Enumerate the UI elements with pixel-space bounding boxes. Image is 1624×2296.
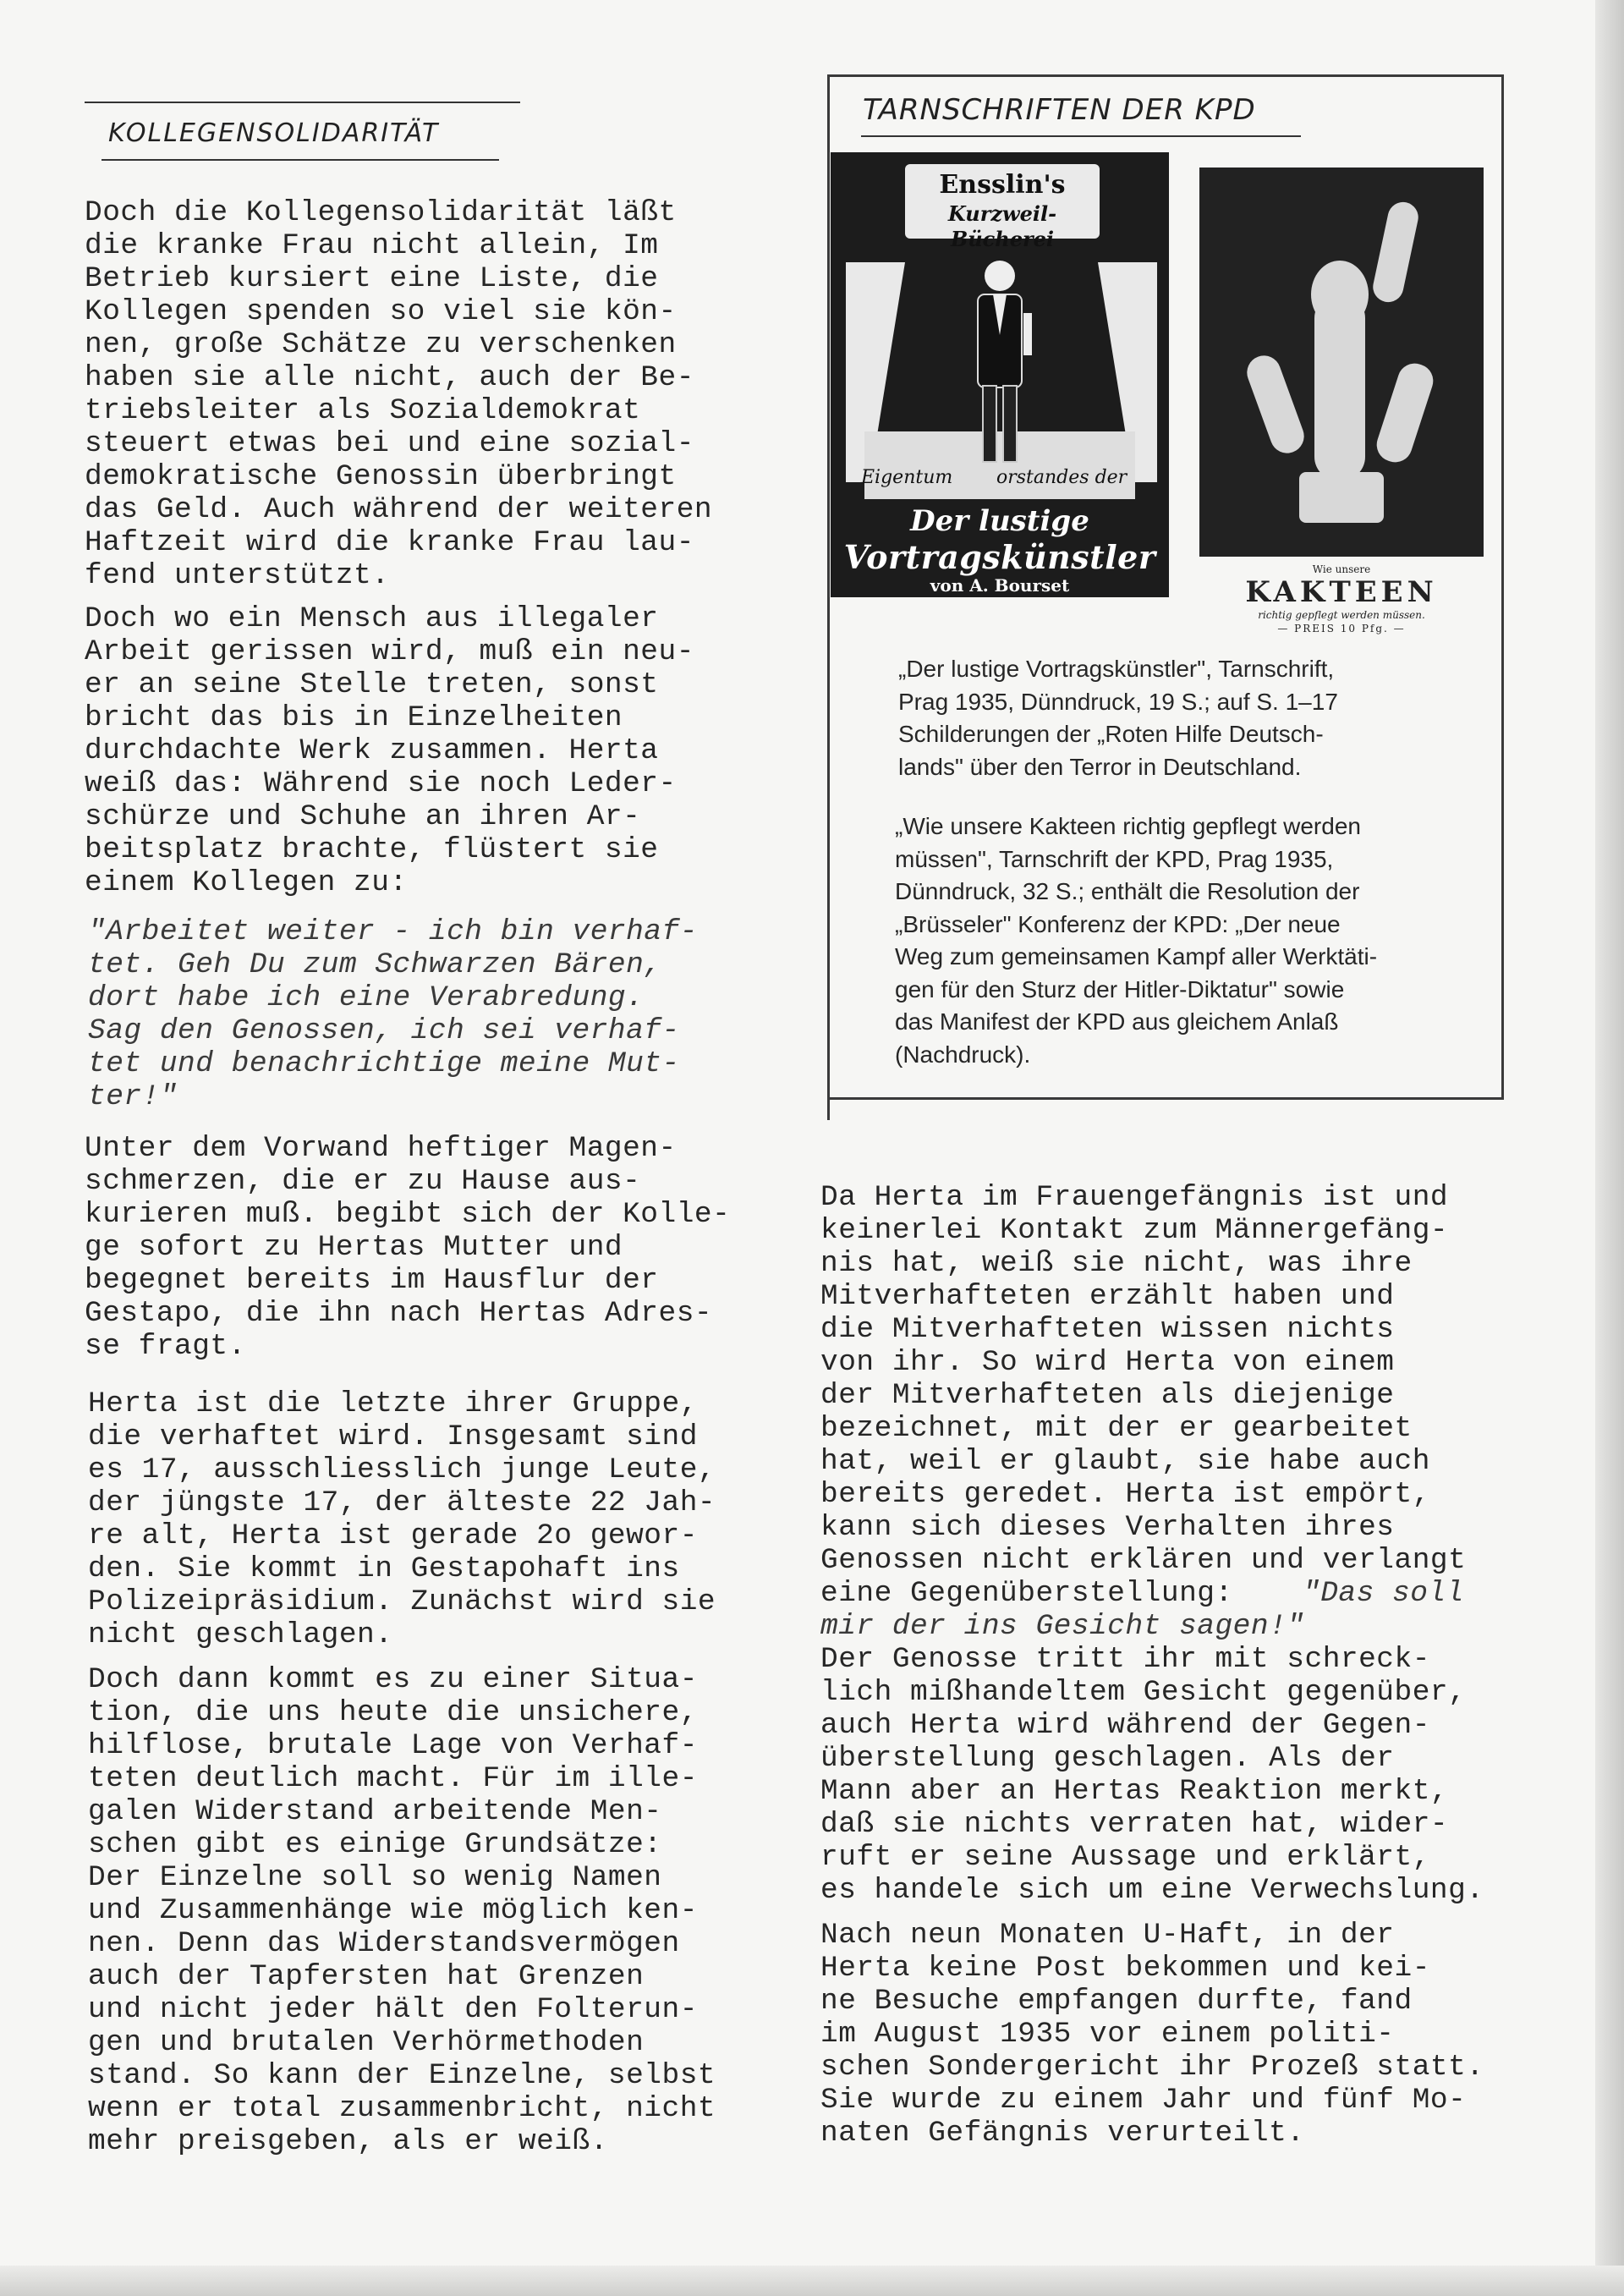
performer-figure-icon: [949, 254, 1051, 474]
text-line: die kranke Frau nicht allein, Im: [85, 229, 659, 262]
text-line: Haftzeit wird die kranke Frau lau-: [85, 526, 694, 559]
text-line: Da Herta im Frauengefängnis ist und: [820, 1181, 1449, 1214]
text-line: tet und benachrichtige meine Mut-: [88, 1047, 680, 1080]
text-line: mehr preisgeben, als er weiß.: [88, 2125, 608, 2158]
text-line: begegnet bereits im Hausflur der: [85, 1264, 659, 1297]
headline-underline: [102, 159, 499, 161]
text-line: Unter dem Vorwand heftiger Magen-: [85, 1132, 677, 1165]
right-paragraph-1-continued: [1303, 1577, 1464, 1610]
text-line: tet. Geh Du zum Schwarzen Bären,: [88, 948, 662, 981]
booklet-cover-kakteen: [1199, 168, 1484, 557]
text-line: es handele sich um eine Verwechslung.: [820, 1874, 1484, 1907]
text-line: tion, die uns heute die unsichere,: [88, 1696, 698, 1729]
text-line: nen, große Schätze zu verschenken: [85, 328, 677, 361]
quote-end: mir der ins Gesicht sagen!": [820, 1610, 1305, 1643]
text-line: die verhaftet wird. Insgesamt sind: [88, 1420, 698, 1453]
text-line: das Manifest der KPD aus gleichem Anlaß: [895, 1008, 1339, 1035]
box-title-underline: [861, 135, 1301, 137]
caption-kakteen: [895, 810, 1377, 1071]
text-line: daß sie nichts verraten hat, wider-: [820, 1808, 1449, 1841]
text-line: Schilderungen der „Roten Hilfe Deutsch-: [898, 721, 1324, 747]
left-paragraph-5: [88, 1663, 716, 2158]
text-line: und nicht jeder hält den Folterun-: [88, 1993, 698, 2026]
text-line: Sag den Genossen, ich sei verhaf-: [88, 1014, 680, 1047]
text-line: re alt, Herta ist gerade 2o gewor-: [88, 1519, 698, 1552]
text-line: schmerzen, die er zu Hause aus-: [85, 1165, 641, 1198]
text-line: Sie wurde zu einem Jahr und fünf Mo-: [820, 2084, 1467, 2117]
text-line: bereits geredet. Herta ist empört,: [820, 1478, 1430, 1511]
text-line: bricht das bis in Einzelheiten: [85, 701, 623, 734]
text-line: nicht geschlagen.: [88, 1618, 393, 1651]
text-line: Doch dann kommt es zu einer Situa-: [88, 1663, 698, 1696]
text-line: den. Sie kommt in Gestapohaft ins: [88, 1552, 680, 1585]
text-line: Doch die Kollegensolidarität läßt: [85, 196, 677, 229]
series-name: Kurzweil-Bücherei: [947, 201, 1057, 251]
text-line: Dünndruck, 32 S.; enthält die Resolution der: [895, 878, 1360, 904]
text-line: se fragt.: [85, 1330, 246, 1363]
text-line: ge sofort zu Hertas Mutter und: [85, 1231, 623, 1264]
text-line: Mann aber an Hertas Reaktion merkt,: [820, 1775, 1449, 1808]
text-line: triebsleiter als Sozialdemokrat: [85, 394, 641, 427]
box-title: TARNSCHRIFTEN DER KPD: [863, 93, 1256, 127]
text-line: hilflose, brutale Lage von Verhaf-: [88, 1729, 698, 1762]
kakteen-title: KAKTEEN: [1245, 575, 1438, 609]
text-line: es 17, ausschliesslich junge Leute,: [88, 1453, 716, 1486]
text-line: gen für den Sturz der Hitler-Diktatur" sowie: [895, 975, 1345, 1002]
cover-title-line2: Vortragskünstler: [843, 538, 1156, 576]
right-paragraph-1: [820, 1181, 1466, 1610]
text-line: Mitverhafteten erzählt haben und: [820, 1280, 1395, 1313]
quote-start: "Das soll: [1303, 1577, 1464, 1610]
cover-title: [831, 503, 1169, 576]
text-line: nis hat, weiß sie nicht, was ihre: [820, 1247, 1413, 1280]
box-edge-mark: [827, 1096, 830, 1120]
text-line: steuert etwas bei und eine sozial-: [85, 427, 694, 460]
caption-vortragskuenstler: [898, 653, 1338, 783]
ownership-stamp-left: Eigentum: [861, 467, 953, 488]
text-line: die Mitverhafteten wissen nichts: [820, 1313, 1395, 1346]
left-quote: [88, 915, 698, 1113]
text-line: haben sie alle nicht, auch der Be-: [85, 361, 694, 394]
text-line: kurieren muß. begibt sich der Kolle-: [85, 1198, 731, 1231]
ownership-stamp-right: orstandes der: [996, 467, 1127, 488]
right-paragraph-2: [820, 1919, 1484, 2150]
publisher-label: [905, 164, 1100, 251]
text-line: schürze und Schuhe an ihren Ar-: [85, 800, 641, 833]
text-line: Herta keine Post bekommen und kei-: [820, 1952, 1430, 1985]
right-quote: [820, 1610, 1305, 1643]
text-line: lands" über den Terror in Deutschland.: [898, 753, 1302, 780]
text-line: Herta ist die letzte ihrer Gruppe,: [88, 1387, 698, 1420]
text-line: kann sich dieses Verhalten ihres: [820, 1511, 1395, 1544]
text-line: „Wie unsere Kakteen richtig gepflegt werden: [895, 813, 1361, 839]
text-line: beitsplatz brachte, flüstert sie: [85, 833, 659, 866]
text-line: Weg zum gemeinsamen Kampf aller Werktäti-: [895, 943, 1378, 969]
text-line: überstellung geschlagen. Als der: [820, 1742, 1395, 1775]
kakteen-pretitle: Wie unsere: [1312, 563, 1371, 575]
text-line: auch Herta wird während der Gegen-: [820, 1709, 1430, 1742]
publisher-name: Ensslin's: [939, 170, 1066, 200]
text-line: stand. So kann der Einzelne, selbst: [88, 2059, 716, 2092]
text-line: müssen", Tarnschrift der KPD, Prag 1935,: [895, 845, 1334, 872]
text-line: (Nachdruck).: [895, 1041, 1031, 1068]
kakteen-price: — PREIS 10 Pfg. —: [1277, 623, 1406, 634]
text-line: wenn er total zusammenbricht, nicht: [88, 2092, 716, 2125]
text-line: Polizeipräsidium. Zunächst wird sie: [88, 1585, 716, 1618]
text-line: er an seine Stelle treten, sonst: [85, 668, 659, 701]
text-line: der jüngste 17, der älteste 22 Jah-: [88, 1486, 716, 1519]
text-line: ter!": [88, 1080, 178, 1113]
text-line: Doch wo ein Mensch aus illegaler: [85, 602, 659, 635]
text-line: "Arbeitet weiter - ich bin verhaf-: [88, 915, 698, 948]
text-line: durchdachte Werk zusammen. Herta: [85, 734, 659, 767]
text-line: gen und brutalen Verhörmethoden: [88, 2026, 645, 2059]
left-paragraph-4: [88, 1387, 716, 1651]
cover-author: von A. Bourset: [930, 575, 1070, 596]
text-line: galen Widerstand arbeitende Men-: [88, 1795, 662, 1828]
text-line: Nach neun Monaten U-Haft, in der: [820, 1919, 1395, 1952]
cover-title-line1: Der lustige: [910, 504, 1089, 538]
text-line: fend unterstützt.: [85, 559, 390, 592]
text-line: Arbeit gerissen wird, muß ein neu-: [85, 635, 694, 668]
text-line: lich mißhandeltem Gesicht gegenüber,: [820, 1676, 1467, 1709]
text-line: ne Besuche empfangen durfte, fand: [820, 1985, 1413, 2018]
text-line: „Brüsseler" Konferenz der KPD: „Der neue: [895, 910, 1341, 937]
text-line: Der Genosse tritt ihr mit schreck-: [820, 1643, 1430, 1676]
text-line: Betrieb kursiert eine Liste, die: [85, 262, 659, 295]
text-line: eine Gegenüberstellung:: [820, 1577, 1233, 1610]
text-line: nen. Denn das Widerstandsvermögen: [88, 1927, 680, 1960]
text-line: der Mitverhafteten als diejenige: [820, 1379, 1395, 1412]
text-line: einem Kollegen zu:: [85, 866, 408, 899]
text-line: ruft er seine Aussage und erklärt,: [820, 1841, 1430, 1874]
text-line: keinerlei Kontakt zum Männergefäng-: [820, 1214, 1449, 1247]
text-line: „Der lustige Vortragskünstler", Tarnschrift,: [898, 656, 1335, 682]
text-line: Prag 1935, Dünndruck, 19 S.; auf S. 1–17: [898, 688, 1338, 715]
text-line: Der Einzelne soll so wenig Namen: [88, 1861, 662, 1894]
text-line: bezeichnet, mit der er gearbeitet: [820, 1412, 1413, 1445]
left-paragraph-3: [85, 1132, 730, 1363]
text-line: naten Gefängnis verurteilt.: [820, 2117, 1305, 2150]
left-paragraph-2: [85, 602, 694, 899]
text-line: demokratische Genossin überbringt: [85, 460, 677, 493]
headline: KOLLEGENSOLIDARITÄT: [108, 118, 440, 148]
text-line: Kollegen spenden so viel sie kön-: [85, 295, 677, 328]
text-line: das Geld. Auch während der weiteren: [85, 493, 713, 526]
text-line: schen gibt es einige Grundsätze:: [88, 1828, 662, 1861]
text-line: schen Sondergericht ihr Prozeß statt.: [820, 2051, 1484, 2084]
text-line: hat, weil er glaubt, sie habe auch: [820, 1445, 1430, 1478]
page-bottom-shadow: [0, 2266, 1624, 2296]
headline-top-rule: [85, 102, 520, 103]
right-paragraph-1b: [820, 1643, 1484, 1907]
text-line: auch der Tapfersten hat Grenzen: [88, 1960, 645, 1993]
cactus-icon: [1199, 168, 1484, 557]
text-line: von ihr. So wird Herta von einem: [820, 1346, 1395, 1379]
booklet-cover-vortragskuenstler: [831, 152, 1169, 597]
kakteen-subtitle: richtig gepflegt werden müssen.: [1258, 609, 1425, 621]
page-edge-shadow: [1595, 0, 1624, 2296]
text-line: Gestapo, die ihn nach Hertas Adres-: [85, 1297, 713, 1330]
text-line: Genossen nicht erklären und verlangt: [820, 1544, 1467, 1577]
text-line: teten deutlich macht. Für im ille-: [88, 1762, 698, 1795]
text-line: weiß das: Während sie noch Leder-: [85, 767, 677, 800]
left-paragraph-1: [85, 196, 712, 592]
text-line: dort habe ich eine Verabredung.: [88, 981, 645, 1014]
text-line: und Zusammenhänge wie möglich ken-: [88, 1894, 698, 1927]
text-line: im August 1935 vor einem politi-: [820, 2018, 1395, 2051]
